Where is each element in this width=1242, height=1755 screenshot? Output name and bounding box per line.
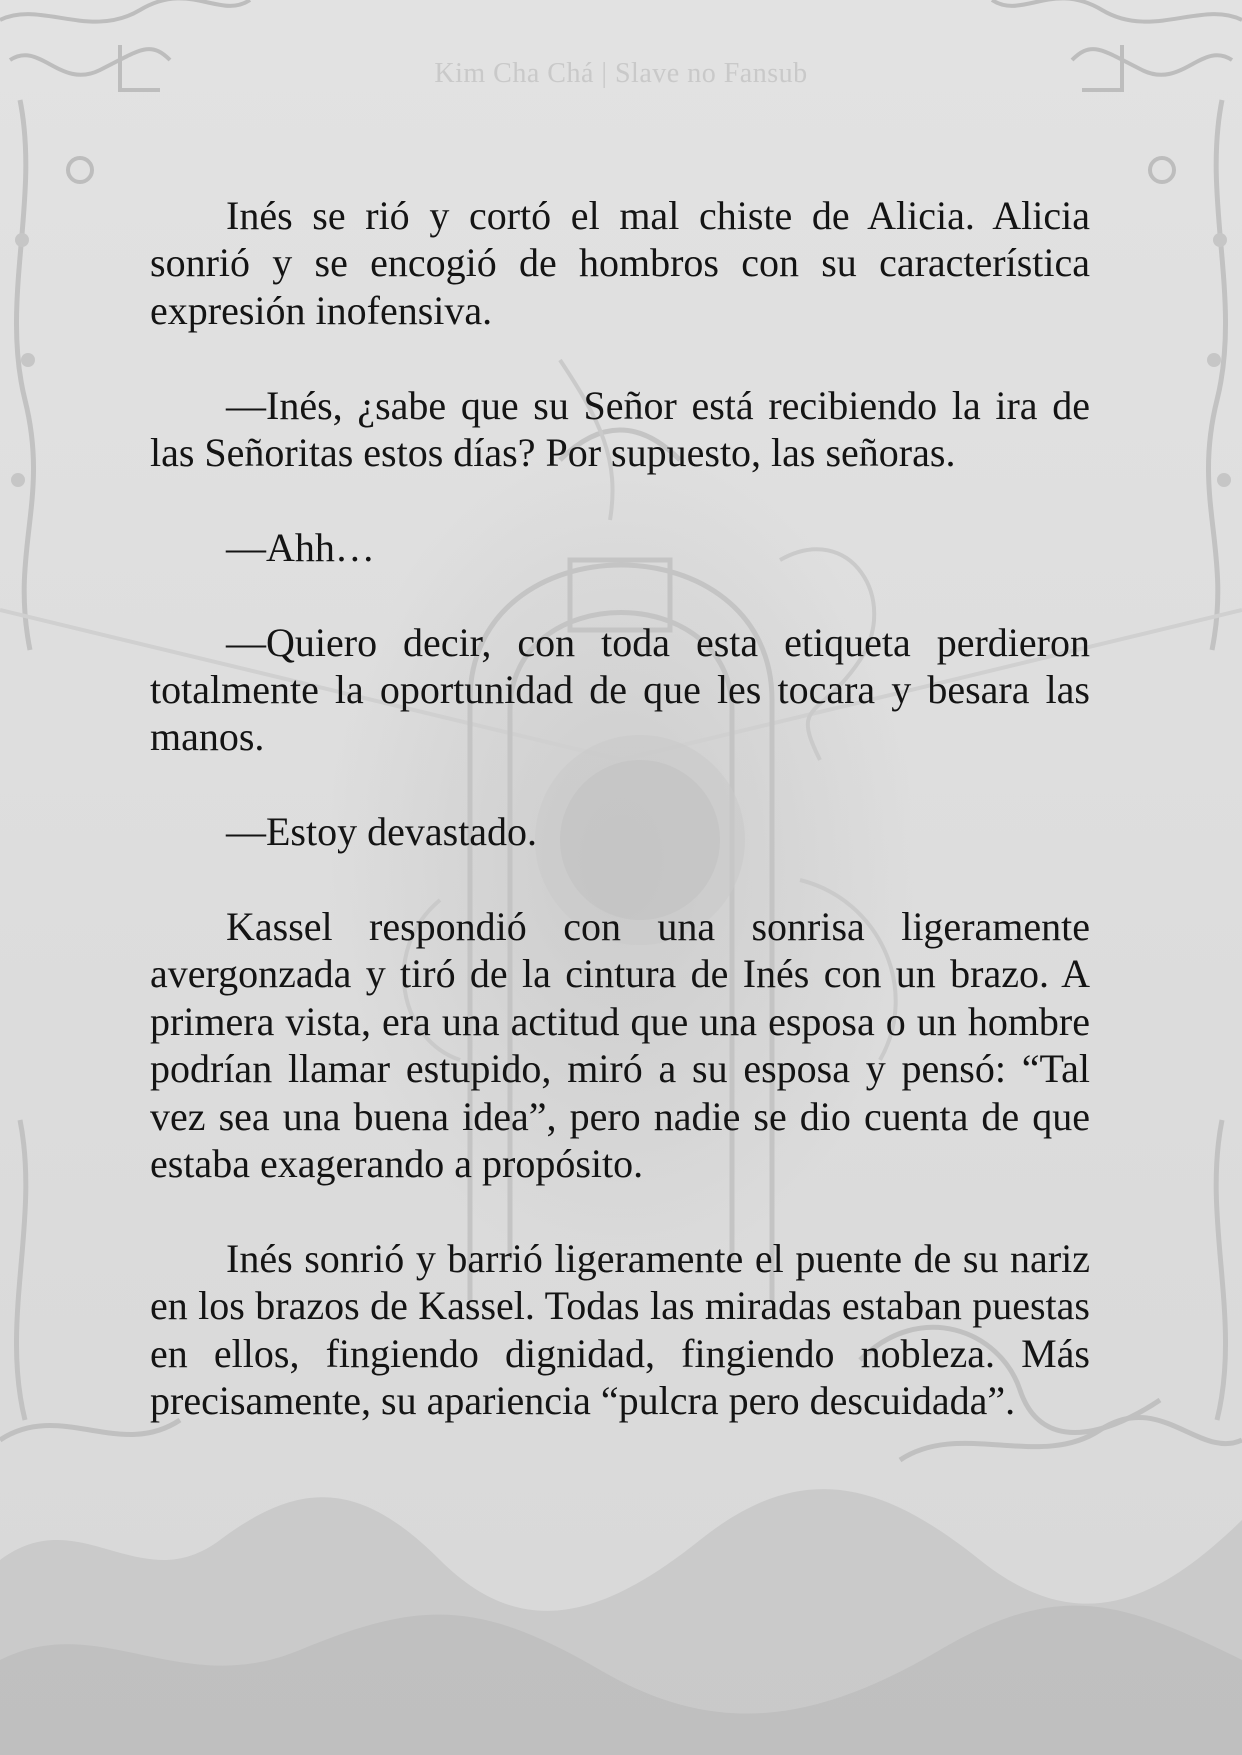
paragraph: —Quiero decir, con toda esta etiqueta perdieron totalmente la oportunidad de que les tocara y besara las manos. bbox=[150, 619, 1090, 760]
chapter-text bbox=[150, 192, 1090, 1472]
paragraph: —Ahh… bbox=[226, 524, 375, 570]
paragraph: Kassel respondió con una sonrisa ligeramente avergonzada y tiró de la cintura de Inés con un brazo. A primera vista, era una actitud que una esposa o un hombre podrían llamar estupido, miró a su esposa y pensó: “Tal vez sea una buena idea”, pero nadie se dio cuenta de que estaba exagerando a propósito. bbox=[150, 904, 1090, 1187]
paragraph: Inés sonrió y barrió ligeramente el puente de su nariz en los brazos de Kassel. Todas las miradas estaban puestas en ellos, fingiendo dignidad, fingiendo nobleza. Más precisamente, su apariencia “pulcra pero descuidada”. bbox=[150, 1235, 1090, 1424]
paragraph: —Inés, ¿sabe que su Señor está recibiendo la ira de las Señoritas estos días? Por supuesto, las señoras. bbox=[150, 382, 1090, 476]
paragraph: Inés se rió y cortó el mal chiste de Alicia. Alicia sonrió y se encogió de hombros con su característica expresión inofensiva. bbox=[150, 193, 1090, 333]
paragraph: —Estoy devastado. bbox=[226, 809, 538, 855]
fansub-watermark: Kim Cha Chá | Slave no Fansub bbox=[434, 58, 808, 89]
